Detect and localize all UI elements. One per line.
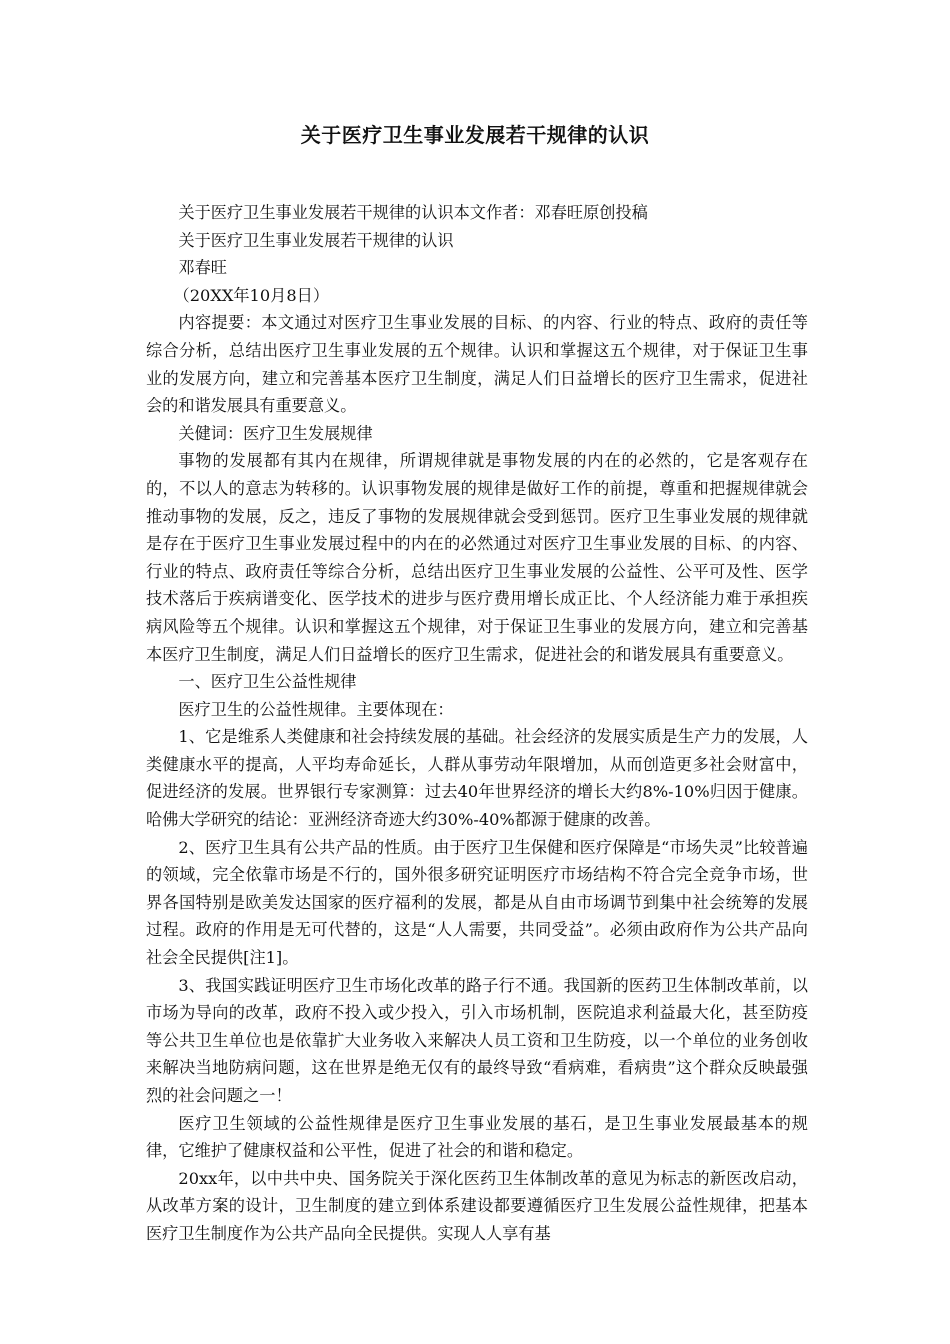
section-heading-1: 一、医疗卫生公益性规律: [178, 672, 357, 692]
paragraph-point-3: 3、我国实践证明医疗卫生市场化改革的路子行不通。我国新的医药卫生体制改革前，以市场为导向的改革，政府不投入或少投入，引入市场机制，医院追求利益最大化，甚至防疫等公共卫生单位也是依靠扩大业务收入来解决人员工资和卫生防疫，以一个单位的业务创收来解决当地防病问题，这在世界是绝无仅有的最终导致“看病难，看病贵”这个群众反映最强烈的社会问题之一！: [146, 975, 808, 1105]
paragraph-intro: 事物的发展都有其内在规律，所谓规律就是事物发展的内在的必然的，它是客观存在的，不以人的意志为转移的。认识事物发展的规律是做好工作的前提，尊重和把握规律就会推动事物的发展，反之，违反了事物的发展规律就会受到惩罚。医疗卫生事业发展的规律就是存在于医疗卫生事业发展过程中的内在的必然通过对医疗卫生事业发展的目标、的内容、行业的特点、政府责任等综合分析，总结出医疗卫生事业发展的公益性、公平可及性、医学技术落后于疾病谱变化、医学技术的进步与医疗费用增长成正比、个人经济能力难于承担疾病风险等五个规律。认识和掌握这五个规律，对于保证卫生事业的发展方向，建立和完善基本医疗卫生制度，满足人们日益增长的医疗卫生需求，促进社会的和谐发展具有重要意义。: [146, 451, 808, 664]
paragraph-date: （20XX年10月8日）: [173, 285, 330, 305]
paragraph-subtitle: 关于医疗卫生事业发展若干规律的认识: [178, 230, 454, 250]
paragraph-section-1-lead: 医疗卫生的公益性规律。主要体现在：: [178, 699, 454, 719]
document-title: 关于医疗卫生事业发展若干规律的认识: [300, 123, 650, 147]
paragraph-source-line: 关于医疗卫生事业发展若干规律的认识本文作者：邓春旺原创投稿: [178, 203, 648, 222]
paragraph-keywords: 关健词：医疗卫生发展规律: [178, 423, 373, 443]
paragraph-author: 邓春旺: [178, 258, 227, 278]
paragraph-point-1: 1、它是维系人类健康和社会持续发展的基础。社会经济的发展实质是生产力的发展，人类健康水平的提高，人平均寿命延长，人群从事劳动年限增加，从而创造更多社会财富中，促进经济的发展。世界银行专家测算：过去40年世界经济的增长大约8%-10%归因于健康。哈佛大学研究的结论：亚洲经济奇迹大约30%-40%都源于健康的改善。: [146, 727, 808, 830]
paragraph-reform: 20xx年，以中共中央、国务院关于深化医药卫生体制改革的意见为标志的新医改启动，从改革方案的设计，卫生制度的建立到体系建设都要遵循医疗卫生发展公益性规律，把基本医疗卫生制度作为公共产品向全民提供。实现人人享有基: [146, 1168, 808, 1243]
paragraph-point-2: 2、医疗卫生具有公共产品的性质。由于医疗卫生保健和医疗保障是“市场失灵”比较普遍的领域，完全依靠市场是不行的，国外很多研究证明医疗市场结构不符合完全竞争市场，世界各国特别是欧美发达国家的医疗福利的发展，都是从自由市场调节到集中社会统筹的发展过程。政府的作用是无可代替的，这是“人人需要，共同受益”。必须由政府作为公共产品向社会全民提供[注1]。: [146, 837, 808, 968]
paragraph-summary: 医疗卫生领域的公益性规律是医疗卫生事业发展的基石，是卫生事业发展最基本的规律，它维护了健康权益和公平性，促进了社会的和谐和稳定。: [146, 1113, 808, 1161]
document-body: [146, 199, 808, 1248]
paragraph-abstract: 内容提要：本文通过对医疗卫生事业发展的目标、的内容、行业的特点、政府的责任等综合分析，总结出医疗卫生事业发展的五个规律。认识和掌握这五个规律，对于保证卫生事业的发展方向，建立和完善基本医疗卫生制度，满足人们日益增长的医疗卫生需求，促进社会的和谐发展具有重要意义。: [146, 313, 808, 416]
